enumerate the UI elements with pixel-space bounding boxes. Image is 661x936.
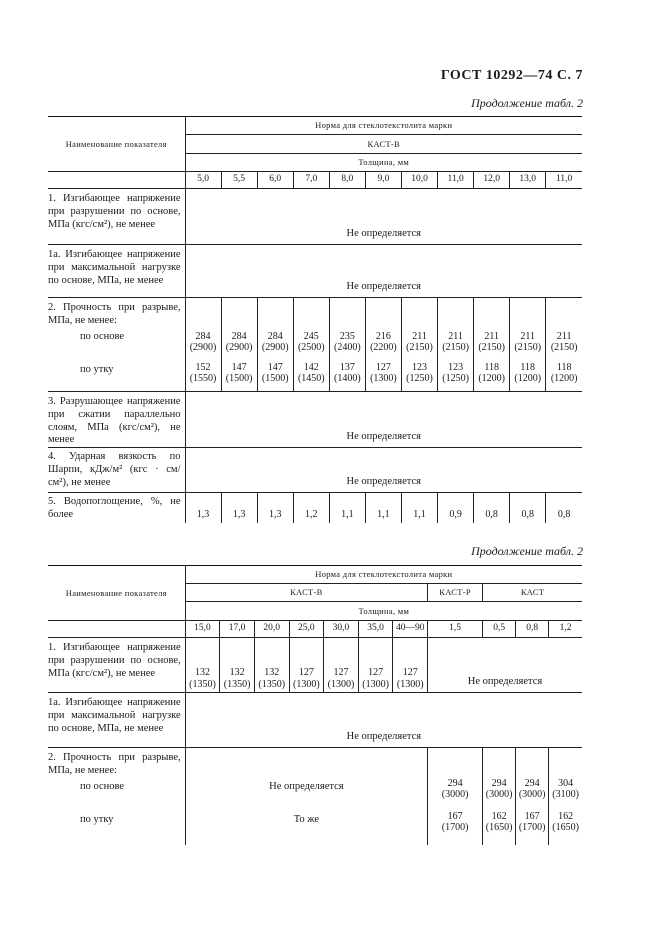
t1-indicator-1a: 1а. Изгибающее напряжение при максимальной нагрузке по основе, МПа, не менее <box>48 245 185 298</box>
t1-row-utok <box>48 362 582 392</box>
t2-utok-same: То же <box>185 811 427 845</box>
t2-indicator-1a: 1а. Изгибающее напряжение при максимальной нагрузке по основе, МПа, не менее <box>48 693 185 748</box>
t2-not-determined: Не определяется <box>185 693 582 748</box>
table-1 <box>48 116 582 523</box>
t1-indicator-1: 1. Изгибающее напряжение при разрушении по основе, МПа (кгс/см²), не менее <box>48 189 185 245</box>
t2-utok-value: 167 (1700) <box>428 811 483 845</box>
t2-osnova-value: 294 (3000) <box>483 778 516 811</box>
t2-bend-value: 127 (1300) <box>289 638 324 693</box>
t2-utok-value: 162 (1650) <box>552 810 579 834</box>
t2-name-header: Наименование показателя <box>48 566 185 621</box>
t2-not-determined: Не определяется <box>467 676 543 688</box>
t1-utok-value: 147 (1500) <box>221 362 257 392</box>
t1-utok-value: 123 (1250) <box>438 362 474 392</box>
t1-osnova-value: 284 (2900) <box>257 331 293 362</box>
t1-thickness: 12,0 <box>474 172 510 189</box>
t1-thickness-header: Толщина, мм <box>185 154 582 172</box>
t1-not-determined: Не определяется <box>346 228 421 240</box>
t1-row-3 <box>48 392 582 448</box>
t1-thickness: 5,0 <box>185 172 221 189</box>
t1-thickness: 5,5 <box>221 172 257 189</box>
t1-water-value: 1,3 <box>221 493 257 523</box>
t2-thickness: 0,8 <box>516 621 549 638</box>
t2-row-1a <box>48 693 582 748</box>
t1-row-5 <box>48 493 582 523</box>
t2-thickness-header: Толщина, мм <box>185 602 582 621</box>
continuation-label-2: Продолжение табл. 2 <box>471 544 583 558</box>
t2-row-1 <box>48 638 582 693</box>
t2-grade-kast: КАСТ <box>483 584 582 602</box>
t2-thickness-row <box>48 621 582 638</box>
t1-thickness-row <box>48 172 582 189</box>
t1-water-value: 0,8 <box>510 493 546 523</box>
t1-water-value: 1,1 <box>401 493 437 523</box>
t1-thickness: 11,0 <box>546 172 582 189</box>
t1-osnova-value: 211 (2150) <box>550 330 578 353</box>
t1-osnova-value: 211 (2150) <box>474 331 510 362</box>
t2-utok-value: 167 (1700) <box>516 811 549 845</box>
t1-water-value: 0,9 <box>438 493 474 523</box>
t2-thickness: 35,0 <box>358 621 393 638</box>
t2-thickness: 25,0 <box>289 621 324 638</box>
t1-not-determined: Не определяется <box>185 392 582 448</box>
t1-osnova-value: 211 (2150) <box>510 331 546 362</box>
t1-utok-value: 118 (1200) <box>550 361 578 384</box>
t2-bend-value: 127 (1300) <box>393 638 428 693</box>
t1-utok-label: по утку <box>48 362 185 392</box>
t1-utok-value: 142 (1450) <box>293 362 329 392</box>
t1-osnova-value: 245 (2500) <box>293 331 329 362</box>
t2-indicator-1: 1. Изгибающее напряжение при разрушении по основе, МПа (кгс/см²), не менее <box>48 638 185 693</box>
t1-osnova-value: 211 (2150) <box>438 331 474 362</box>
t2-grade-kast-r: КАСТ-Р <box>428 584 483 602</box>
t2-osnova-value: 304 (3100) <box>552 777 579 801</box>
t1-row-osnova <box>48 331 582 362</box>
t2-utok-value: 162 (1650) <box>483 811 516 845</box>
t2-osnova-not-determined: Не определяется <box>185 778 427 811</box>
t1-thickness: 13,0 <box>510 172 546 189</box>
t2-bend-value: 127 (1300) <box>358 638 393 693</box>
t2-thickness: 20,0 <box>254 621 289 638</box>
t1-thickness: 7,0 <box>293 172 329 189</box>
t1-name-header: Наименование показателя <box>48 117 185 172</box>
t1-water-value: 1,2 <box>293 493 329 523</box>
t2-row-2 <box>48 748 582 778</box>
t2-thickness: 1,5 <box>428 621 483 638</box>
t1-thickness: 8,0 <box>329 172 365 189</box>
t1-utok-value: 147 (1500) <box>257 362 293 392</box>
t1-utok-value: 127 (1300) <box>365 362 401 392</box>
t1-water-value: 1,1 <box>329 493 365 523</box>
t1-utok-value: 123 (1250) <box>401 362 437 392</box>
t2-thickness: 1,2 <box>549 621 582 638</box>
page-header: ГОСТ 10292—74 С. 7 <box>440 68 583 83</box>
t1-utok-value: 118 (1200) <box>474 362 510 392</box>
t1-osnova-value: 211 (2150) <box>401 331 437 362</box>
t1-indicator-3: 3. Разрушающее напряжение при сжатии параллельно слоям, МПа (кгс/см²), не менее <box>48 392 185 448</box>
t1-water-value: 1,1 <box>365 493 401 523</box>
continuation-label-1: Продолжение табл. 2 <box>471 96 583 110</box>
t1-utok-value: 118 (1200) <box>510 362 546 392</box>
t1-water-value: 0,8 <box>474 493 510 523</box>
t1-row-1a <box>48 245 582 298</box>
t1-osnova-value: 284 (2900) <box>221 331 257 362</box>
t1-osnova-value: 284 (2900) <box>185 331 221 362</box>
t1-not-determined: Не определяется <box>185 245 582 298</box>
t1-water-value: 1,3 <box>185 493 221 523</box>
t2-indicator-2: 2. Прочность при разрыве, МПа, не менее: <box>48 748 185 778</box>
t2-bend-value: 132 (1350) <box>220 638 255 693</box>
t2-bend-value: 132 (1350) <box>254 638 289 693</box>
t1-thickness: 9,0 <box>365 172 401 189</box>
t1-water-value: 0,8 <box>546 493 582 523</box>
t2-grade-kast-v: КАСТ-В <box>185 584 427 602</box>
t1-indicator-5: 5. Водопоглощение, %, не более <box>48 493 185 523</box>
t1-utok-value: 137 (1400) <box>329 362 365 392</box>
t1-water-value: 1,3 <box>257 493 293 523</box>
t1-osnova-value: 216 (2200) <box>365 331 401 362</box>
t2-utok-label: по утку <box>48 811 185 845</box>
t1-norm-header: Норма для стеклотекстолита марки <box>185 117 582 135</box>
t1-not-determined: Не определяется <box>185 448 582 493</box>
t2-osnova-label: по основе <box>48 778 185 811</box>
t1-indicator-4: 4. Ударная вязкость по Шарпи, кДж/м² (кгс · см/см²), не менее <box>48 448 185 493</box>
t2-row-osnova <box>48 778 582 811</box>
t2-osnova-value: 294 (3000) <box>428 778 483 811</box>
t1-osnova-label: по основе <box>48 331 185 362</box>
t2-thickness: 15,0 <box>185 621 220 638</box>
t2-thickness: 30,0 <box>324 621 359 638</box>
t2-row-utok <box>48 811 582 845</box>
t2-thickness: 17,0 <box>220 621 255 638</box>
t1-row-4 <box>48 448 582 493</box>
table-2 <box>48 565 582 845</box>
t1-thickness: 6,0 <box>257 172 293 189</box>
t2-bend-value: 127 (1300) <box>324 638 359 693</box>
t2-thickness: 0,5 <box>483 621 516 638</box>
t1-osnova-value: 235 (2400) <box>329 331 365 362</box>
t2-thickness: 40—90 <box>393 621 428 638</box>
t2-bend-value: 132 (1350) <box>185 638 220 693</box>
t1-utok-value: 152 (1550) <box>185 362 221 392</box>
t1-thickness: 11,0 <box>438 172 474 189</box>
t1-thickness: 10,0 <box>401 172 437 189</box>
t1-row-2 <box>48 298 582 331</box>
t1-row-1 <box>48 189 582 245</box>
t2-norm-header: Норма для стеклотекстолита марки <box>185 566 582 584</box>
t2-osnova-value: 294 (3000) <box>516 778 549 811</box>
t1-indicator-2: 2. Прочность при разрыве, МПа, не менее: <box>48 298 185 331</box>
t1-grade: КАСТ-В <box>185 135 582 154</box>
